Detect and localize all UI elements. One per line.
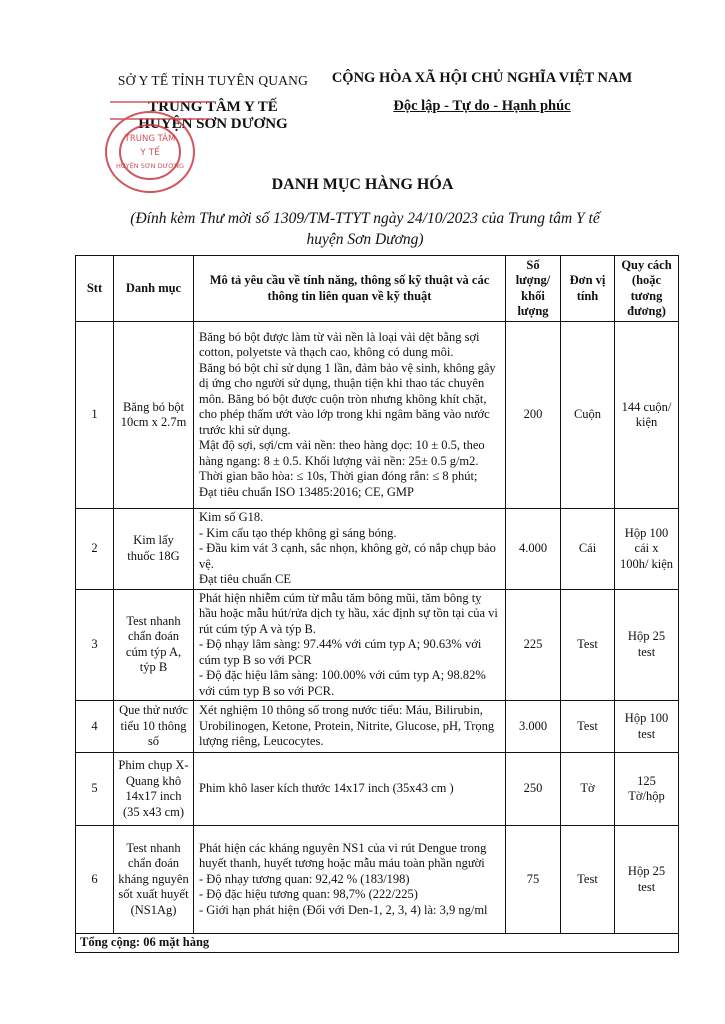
header-stt: Stt: [76, 256, 114, 322]
row-unit: Test: [561, 826, 615, 934]
row-stt: 5: [76, 753, 114, 826]
row-quantity: 4.000: [506, 509, 561, 590]
motto: [326, 98, 638, 115]
desc-line: Phát hiện nhiễm cúm từ mẫu tăm bông mũi, tăm bông tỵ hầu hoặc mẫu hút/rửa dịch tỵ hầu, xác định sự tồn tại của vi rút cúm týp A và týp B.: [199, 590, 498, 636]
row-description: [194, 589, 506, 701]
row-quantity: 75: [506, 826, 561, 934]
row-stt: 3: [76, 589, 114, 701]
row-description: [194, 826, 506, 934]
desc-line: Mật độ sợi, sợi/cm vải nền: theo hàng dọc: 10 ± 0.5, theo hàng ngang: 8 ± 0.5. Khối lượng vải nền: 25± 0.5 g/m2.: [199, 438, 485, 468]
row-unit: Tờ: [561, 753, 615, 826]
table-row: [76, 826, 679, 934]
table-row: [76, 701, 679, 753]
row-name: Kim lấy thuốc 18G: [114, 509, 194, 590]
desc-line: - Đầu kim vát 3 cạnh, sắc nhọn, không gờ, có nắp chụp bảo vệ.: [199, 541, 496, 571]
row-name: Test nhanh chẩn đoán kháng nguyên sốt xuất huyết (NS1Ag): [114, 826, 194, 934]
row-name: Test nhanh chẩn đoán cúm týp A, týp B: [114, 589, 194, 701]
desc-line: - Độ nhạy lâm sàng: 97.44% với cúm typ A; 90.63% với cúm typ B so với PCR: [199, 637, 482, 667]
desc-line: - Độ đặc hiệu tương quan: 98,7% (222/225): [199, 887, 418, 902]
national-header: [326, 70, 638, 115]
table-row: [76, 322, 679, 509]
subtitle-line2: huyện Sơn Dương): [306, 231, 424, 248]
stamp-text-3: HUYỆN SƠN DƯƠNG: [115, 162, 185, 170]
row-unit: Cuộn: [561, 322, 615, 509]
stamp-text-2: Y TẾ: [140, 148, 160, 158]
subtitle-line1: (Đính kèm Thư mời số 1309/TM-TTYT ngày 24/10/2023 của Trung tâm Y tế: [130, 210, 600, 227]
row-description: [194, 701, 506, 753]
row-name: Băng bó bột 10cm x 2.7m: [114, 322, 194, 509]
nation-title: CỘNG HÒA XÃ HỘI CHỦ NGHĨA VIỆT NAM: [331, 70, 633, 86]
motto-text: Độc lập - Tự do - Hạnh phúc: [393, 98, 571, 114]
desc-line: Xét nghiệm 10 thông số trong nước tiểu: Máu, Bilirubin, Urobilinogen, Ketone, Protein, Nitrite, Glucose, pH, Trọng lượng riêng, Leucocytes.: [199, 703, 495, 749]
row-description: [194, 509, 506, 590]
desc-line: - Độ đặc hiệu lâm sàng: 100.00% với cúm typ A; 98.82% với cúm typ B so với PCR.: [199, 668, 486, 698]
header-name: Danh mục: [114, 256, 194, 322]
table-row: [76, 509, 679, 590]
row-packing: Hộp 100 test: [615, 701, 679, 753]
desc-line: Thời gian bão hòa: ≤ 10s, Thời gian đóng rắn: ≤ 8 phút;: [199, 469, 478, 484]
goods-table: [75, 255, 679, 953]
desc-line: Phát hiện các kháng nguyên NS1 của vi rút Dengue trong huyết thanh, huyết tương hoặc mẫu máu toàn phần người: [199, 840, 487, 871]
header-quantity: Số lượng/ khối lượng: [506, 256, 561, 322]
table-row: [76, 753, 679, 826]
row-name: Que thử nước tiểu 10 thông số: [114, 701, 194, 753]
desc-line: Đạt tiêu chuẩn CE: [199, 572, 291, 586]
row-stt: 1: [76, 322, 114, 509]
desc-line: - Giới hạn phát hiện (Đối với Den-1, 2, 3, 4) là: 3,9 ng/ml: [199, 902, 488, 917]
header-description: Mô tả yêu cầu về tính năng, thông số kỹ thuật và các thông tin liên quan về kỹ thuật: [194, 256, 506, 322]
row-description: [194, 753, 506, 826]
desc-line: Đạt tiêu chuẩn ISO 13485:2016; CE, GMP: [199, 484, 414, 499]
desc-line: Băng bó bột được làm từ vải nền là loại vải dệt bằng sợi cotton, polyetste và thạch cao, không có dung môi.: [199, 329, 480, 360]
row-unit: Cái: [561, 509, 615, 590]
desc-line: - Độ nhạy tương quan: 92,42 % (183/198): [199, 871, 410, 886]
header-unit: Đơn vị tính: [561, 256, 615, 322]
row-packing: Hộp 25 test: [615, 826, 679, 934]
header-packing: Quy cách (hoặc tương đương): [615, 256, 679, 322]
document-title: DANH MỤC HÀNG HÓA: [271, 176, 454, 193]
row-quantity: 250: [506, 753, 561, 826]
row-unit: Test: [561, 701, 615, 753]
row-packing: Hộp 25 test: [615, 589, 679, 701]
department-name: SỞ Y TẾ TỈNH TUYÊN QUANG: [117, 73, 309, 88]
document-subtitle: [110, 208, 620, 250]
total-label: Tổng cộng: 06 mặt hàng: [76, 934, 679, 953]
desc-line: - Kim cấu tạo thép không gỉ sáng bóng.: [199, 525, 397, 540]
row-packing: 125 Tờ/hộp: [615, 753, 679, 826]
table-header-row: [76, 256, 679, 322]
table-total-row: [76, 934, 679, 953]
organization-name-line2: HUYỆN SƠN DƯƠNG: [138, 116, 288, 132]
desc-line: Băng bó bột chỉ sử dụng 1 lần, đảm bảo vệ sinh, không gây dị ứng cho người sử dụng, thuận tiện khi thao tác chuyên môn. Băng bó bột được cuộn tròn nhưng không khít chặt, cho phép thấm ướt vào lớp trong khi ngâm băng vào nước trước khi sử dụng.: [199, 360, 496, 437]
row-quantity: 3.000: [506, 701, 561, 753]
row-description: [194, 322, 506, 509]
row-name: Phim chụp X-Quang khô 14x17 inch (35 x43 cm): [114, 753, 194, 826]
table-row: [76, 589, 679, 701]
desc-line: Kim số G18.: [199, 510, 264, 524]
row-quantity: 200: [506, 322, 561, 509]
desc-line: Phim khô laser kích thước 14x17 inch (35x43 cm ): [199, 781, 454, 796]
row-stt: 4: [76, 701, 114, 753]
stamp-text-1: TRUNG TÂM: [124, 134, 176, 144]
row-quantity: 225: [506, 589, 561, 701]
row-unit: Test: [561, 589, 615, 701]
row-packing: 144 cuộn/ kiện: [615, 322, 679, 509]
row-packing: Hộp 100 cái x 100h/ kiện: [615, 509, 679, 590]
row-stt: 6: [76, 826, 114, 934]
row-stt: 2: [76, 509, 114, 590]
organization-name-line1: TRUNG TÂM Y TẾ: [148, 99, 278, 115]
